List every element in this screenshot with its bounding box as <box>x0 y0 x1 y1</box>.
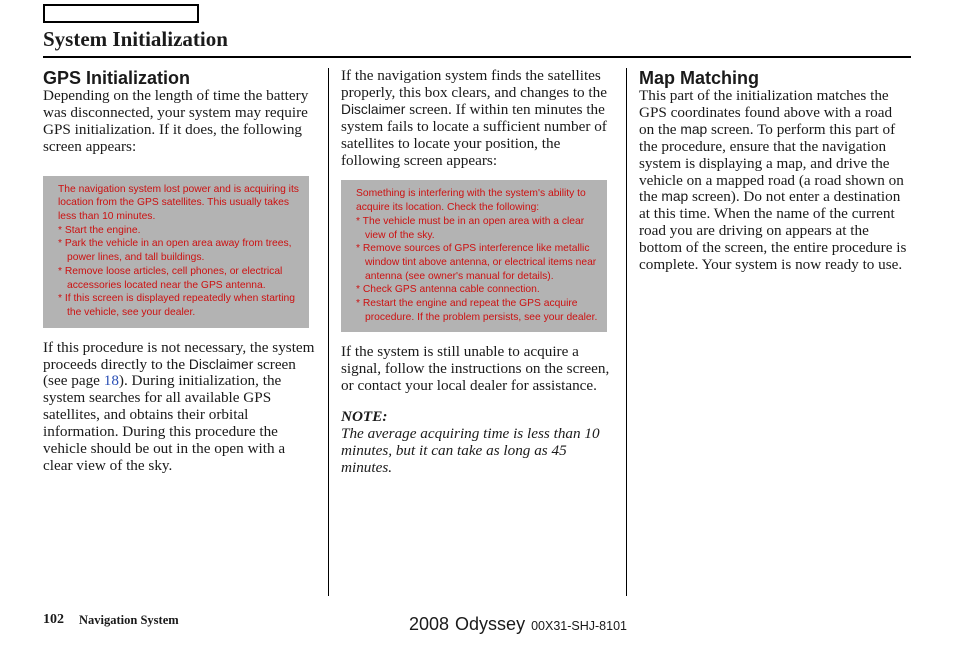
screen-message: The navigation system lost power and is acquiring its location from the GPS satellites. This usually takes less than 10 minutes. <box>58 183 299 223</box>
screen-item: * If this screen is displayed repeatedly when starting the vehicle, see your dealer. <box>58 293 295 318</box>
gps-interference-screen <box>341 180 607 332</box>
model-name: Odyssey <box>455 614 526 634</box>
column-gps-initialization <box>43 68 315 475</box>
footer-model-info <box>409 614 627 635</box>
screen-item: * Restart the engine and repeat the GPS acquire procedure. If the problem persists, see your dealer. <box>356 298 598 323</box>
note-label: NOTE: <box>341 408 388 426</box>
procedure-text-2: screen (see page <box>43 355 296 390</box>
procedure-paragraph <box>43 340 315 475</box>
page-title: System Initialization <box>43 27 228 51</box>
satellite-text-2: screen. If within ten minutes the system fails to locate a sufficient number of satellites to locate your position, the following screen appears: <box>341 100 607 169</box>
map-matching-heading: Map Matching <box>639 68 759 88</box>
disclaimer-term: Disclaimer <box>188 356 254 372</box>
column-divider-1 <box>328 68 329 596</box>
gps-initialization-heading: GPS Initialization <box>43 68 191 88</box>
map-text-3: screen). Do not enter a destination at this time. When the name of the current road you are driving on appears at the bottom of the screen, the entire procedure is complete. Your system is now ready to use. <box>639 188 907 274</box>
map-matching-paragraph <box>639 88 911 274</box>
screen-message: Something is interfering with the system's ability to acquire its location. Check the following: <box>356 188 586 214</box>
header-tab-box <box>43 4 199 23</box>
screen-item: * Start the engine. <box>58 224 141 236</box>
map-term: map <box>661 189 689 205</box>
title-divider <box>43 56 911 58</box>
screen-item: * Remove loose articles, cell phones, or electrical accessories located near the GPS antenna. <box>58 265 283 291</box>
publication-code: 00X31-SHJ-8101 <box>531 619 627 633</box>
screen-item: * Remove sources of GPS interference like metallic window tint above antenna, or electrical items near antenna (see owner's manual for details). <box>356 243 597 282</box>
map-text-1: This part of the initialization matches the GPS coordinates found above with a road on the <box>639 87 893 138</box>
page-number: 102 <box>43 612 64 627</box>
map-text-2: screen. To perform this part of the procedure, ensure that the navigation system is displaying a map, and drive the vehicle on a mapped road (a road shown on the <box>639 120 904 206</box>
gps-intro-paragraph: Depending on the length of time the battery was disconnected, your system may require GPS initialization. If it does, the following screen appears: <box>43 87 309 155</box>
screen-item: * Park the vehicle in an open area away from trees, power lines, and tall buildings. <box>58 238 292 264</box>
screen-item: * The vehicle must be in an open area with a clear view of the sky. <box>356 215 585 241</box>
screen-item: * Check GPS antenna cable connection. <box>356 284 540 296</box>
satellite-intro-paragraph <box>341 68 613 169</box>
procedure-text-1: If this procedure is not necessary, the system proceeds directly to the <box>43 338 315 373</box>
page-reference-link[interactable]: 18 <box>103 372 119 390</box>
note-text: The average acquiring time is less than 10 minutes, but it can take as long as 45 minutes. <box>341 425 600 476</box>
footer-section-name: Navigation System <box>79 613 179 627</box>
still-unable-paragraph: If the system is still unable to acquire a signal, follow the instructions on the screen, or contact your local dealer for assistance. <box>341 343 610 395</box>
column-satellite-search <box>341 68 613 477</box>
column-divider-2 <box>626 68 627 596</box>
model-year: 2008 <box>409 614 450 634</box>
disclaimer-term: Disclaimer <box>341 101 406 117</box>
gps-acquiring-screen <box>43 176 309 328</box>
column-map-matching <box>639 68 911 274</box>
satellite-text-1: If the navigation system finds the satellites properly, this box clears, and changes to the <box>341 67 607 101</box>
procedure-text-3: ). During initialization, the system searches for all available GPS satellites, and obtains their orbital information. During this procedure the vehicle should be out in the open with a clear view of the sky. <box>43 372 286 474</box>
map-term: map <box>680 121 708 137</box>
